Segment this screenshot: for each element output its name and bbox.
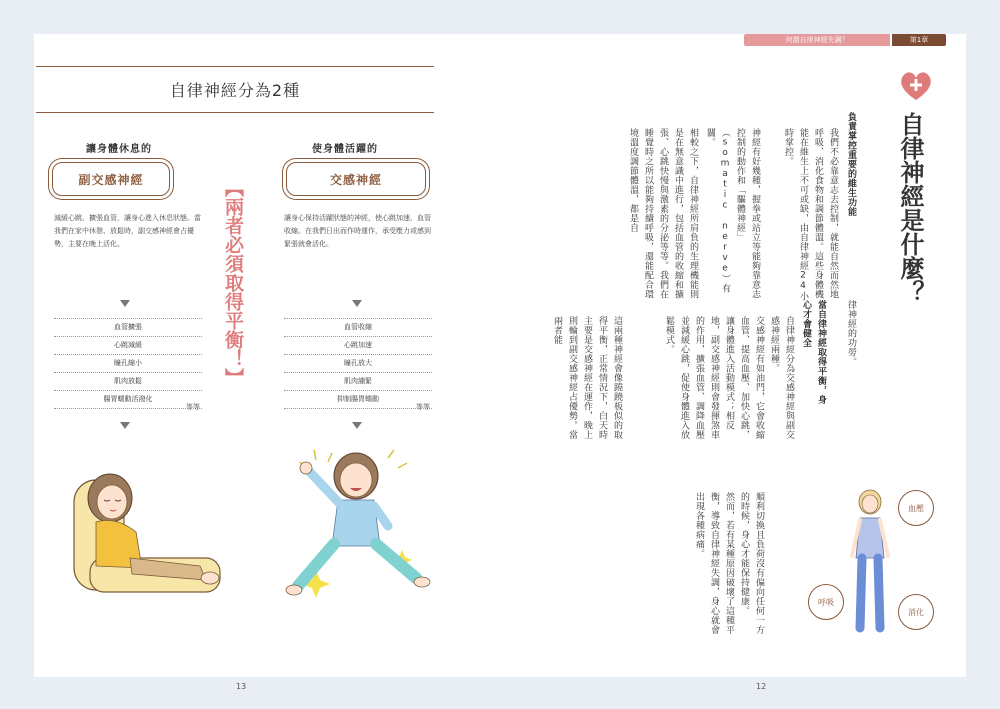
paragraph-1: 我們不必靠意志去控制，就能自然而然地呼吸、消化食物和調節體溫。這些身體機能在維生上不可或缺，由自律神經24小時掌控。 [783, 128, 838, 301]
subhead-2: 當自律神經取得平衡，身心才會健全 [801, 300, 826, 405]
paragraph-4: 律神經的功勞。 [846, 300, 856, 367]
active-woman-illustration [276, 440, 446, 610]
active-description: 讓身心保持活躍狀態的神經，使心跳加速、血管收縮。在我們日出而作時運作，承受壓力或感到緊張就會活化。 [284, 214, 431, 248]
page-title: 自律神經是什麼？ [896, 112, 924, 304]
divider [36, 112, 434, 113]
page-number-right: 12 [756, 682, 767, 691]
page-number-left: 13 [236, 682, 247, 691]
list-item: 心跳加速 [284, 337, 432, 355]
paragraph-8: 順利切換且負荷沒有偏向任何一方的時候，身心才能保持健康。 [739, 492, 764, 635]
down-arrow-icon [352, 422, 362, 429]
list-item: 肌肉放鬆 [54, 373, 202, 391]
resting-woman-illustration [60, 440, 230, 600]
parasympathetic-badge: 副交感神經 [52, 162, 170, 196]
rest-description: 減緩心跳、擴張血管，讓身心進入休息狀態。當我們在家中休憩、放鬆時，副交感神經會占優勢，主要在晚上活化。 [54, 214, 201, 248]
sympathetic-badge: 交感神經 [286, 162, 426, 196]
down-arrow-icon [120, 300, 130, 307]
list-item: 抑制腸胃蠕動 [284, 391, 432, 409]
rest-effects-list [54, 318, 202, 409]
paragraph-2: 神經有好幾種，握拳或站立等能夠靠意志控制的動作和「驅體神經」（somatic nerve）有關。 [705, 128, 760, 299]
standing-woman-illustration [840, 486, 900, 636]
paragraph-3: 相較之下，自律神經所肩負的生理機能則是在無意識中進行，包括血管的收縮和擴張、心跳快慢與激素的分泌等等。我們在睡覺時之所以能夠持續呼吸，還能配合環境溫度調節體溫，都是自 [628, 128, 698, 299]
list-item: 心跳減緩 [54, 337, 202, 355]
list-item: 瞳孔放大 [284, 355, 432, 373]
list-item: 瞳孔縮小 [54, 355, 202, 373]
blood-pressure-label: 血壓 [898, 490, 934, 526]
active-etc: 等等 [416, 403, 430, 411]
heart-plus-icon [899, 70, 933, 102]
list-item: 血管擴張 [54, 318, 202, 337]
respiration-label: 呼吸 [808, 584, 844, 620]
paragraph-9: 然而，若有某種原因破壞了這種平衡，導致自律神經失調，身心就會出現各種病痛。 [694, 492, 734, 635]
list-item: 血管收縮 [284, 318, 432, 337]
chapter-tab: 第1章 [892, 34, 946, 46]
section-title: 自律神經分為2種 [169, 81, 301, 100]
paragraph-7: 這兩種神經會像蹺蹺板似的取得平衡，正常情況下，白天時主要是交感神經在運作，晚上則輪到副交感神經占優勢。當兩者能 [552, 316, 622, 440]
divider [36, 66, 434, 67]
down-arrow-icon [120, 422, 130, 429]
list-item: 肌肉繃緊 [284, 373, 432, 391]
rest-heading: 讓身體休息的 [86, 144, 152, 155]
list-item: 腸胃蠕動活潑化 [54, 391, 202, 409]
subhead-1: 負責掌控重要的維生功能 [846, 112, 856, 217]
paragraph-5: 自律神經分為交感神經與副交感神經兩種。 [769, 316, 794, 440]
paragraph-6: 交感神經有如油門，它會收縮血管、提高血壓、加快心跳，讓身體進入活動模式；相反地，副交感神經則會發揮煞車的作用，擴張血管、調降血壓並減緩心跳，促使身體進入放鬆模式。 [664, 316, 764, 440]
down-arrow-icon [352, 300, 362, 307]
active-effects-list [284, 318, 432, 409]
digestion-label: 消化 [898, 594, 934, 630]
active-heading: 使身體活躍的 [312, 144, 378, 155]
section-header: 何謂自律神經失調？ [744, 34, 890, 46]
balance-slogan: 【兩者必須取得平衡！】 [222, 178, 244, 387]
rest-etc: 等等 [186, 403, 200, 411]
